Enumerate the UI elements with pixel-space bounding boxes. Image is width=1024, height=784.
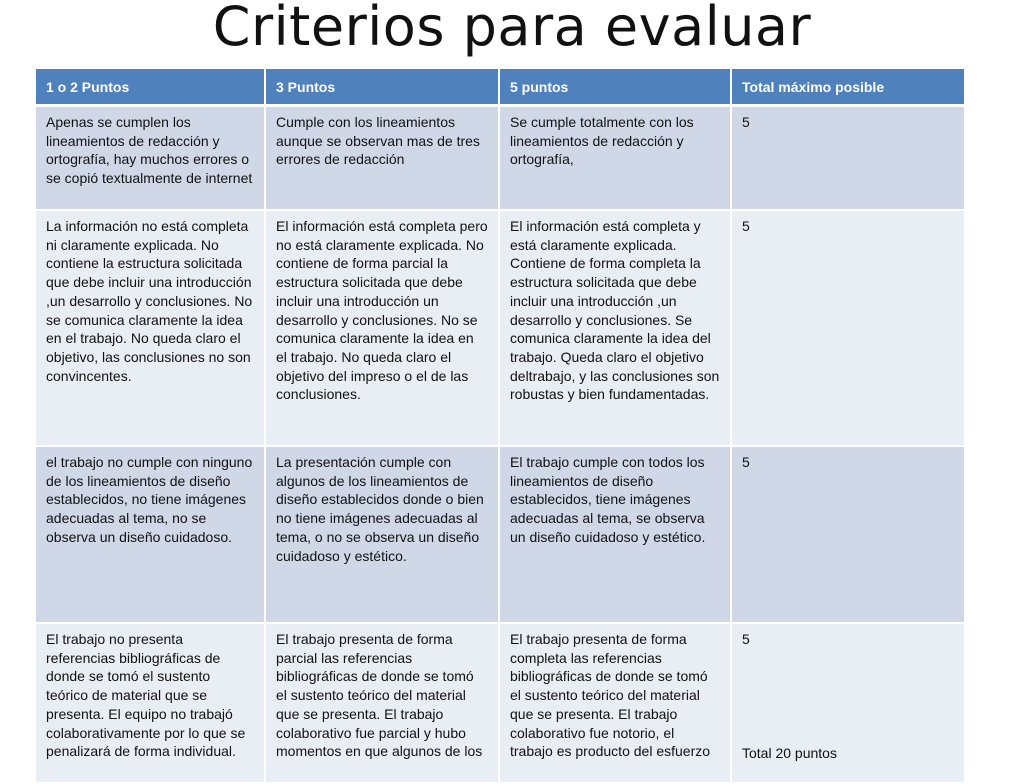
header-5-points: 5 puntos (500, 69, 732, 107)
cell-low (36, 107, 266, 211)
cell-total (732, 211, 964, 447)
cell-text: El trabajo presenta de forma completa las referencias bibliográficas de donde se tomó el sustento teórico del material que se presenta. El trabajo colaborativo fue notorio, el trabajo es producto del esfuerzo (510, 631, 711, 760)
total-points-note: Total 20 puntos (742, 744, 837, 761)
rubric-table (36, 69, 964, 784)
cell-mid (266, 624, 500, 784)
header-3-points: 3 Puntos (266, 69, 500, 107)
cell-text: 5 (742, 454, 750, 470)
table-row-referencias (36, 624, 964, 784)
cell-total (732, 624, 964, 784)
cell-high (500, 624, 732, 784)
cell-text: El trabajo presenta de forma parcial las referencias bibliográficas de donde se tomó el sustento teórico del material que se presenta. El trabajo colaborativo fue parcial y hubo momentos en que algunos de los (276, 631, 483, 760)
cell-text: La información no está completa ni claramente explicada. No contiene la estructura solicitada que debe incluir una introducción ,un desarrollo y conclusiones. No se comunica claramente la idea en el trabajo. No queda claro el objetivo, las conclusiones no son convincentes. (46, 218, 253, 384)
cell-text: Apenas se cumplen los lineamientos de redacción y ortografía, hay muchos errores o se copió textualmente de internet (46, 114, 253, 187)
cell-text: La presentación cumple con algunos de los lineamientos de diseño establecidos donde o bien no tiene imágenes adecuadas al tema, o no se observa un diseño cuidadoso y estético. (276, 454, 484, 564)
cell-text: Se cumple totalmente con los lineamientos de redacción y ortografía, (510, 114, 694, 168)
cell-text: 5 (742, 218, 750, 234)
cell-high (500, 211, 732, 447)
cell-text: 5 (742, 114, 750, 130)
cell-text: 5 (742, 631, 750, 647)
table-row-diseno (36, 447, 964, 624)
header-row (36, 69, 964, 107)
cell-text: El trabajo no presenta referencias bibliográficas de donde se tomó el sustento teórico de material que se presenta. El equipo no trabajó colaborativamente por lo que se penalizará de forma individual. (46, 631, 246, 760)
cell-mid (266, 211, 500, 447)
table-row-informacion (36, 211, 964, 447)
cell-mid (266, 447, 500, 624)
cell-low (36, 211, 266, 447)
header-1-2-points: 1 o 2 Puntos (36, 69, 266, 107)
cell-low (36, 447, 266, 624)
cell-high (500, 107, 732, 211)
table-row-redaccion (36, 107, 964, 211)
cell-high (500, 447, 732, 624)
cell-text: El información está completa y está claramente explicada. Contiene de forma completa la estructura solicitada que debe incluir una introducción ,un desarrollo y conclusiones. Se comunica claramente la idea del trabajo. Queda claro el objetivo deltrabajo, y las conclusiones son robustas y bien fundamentadas. (510, 218, 720, 403)
cell-mid (266, 107, 500, 211)
header-max-total: Total máximo posible (732, 69, 964, 107)
cell-total (732, 447, 964, 624)
cell-total (732, 107, 964, 211)
cell-text: El trabajo cumple con todos los lineamientos de diseño establecidos, tiene imágenes adecuadas al tema, se observa un diseño cuidadoso y estético. (510, 454, 706, 545)
cell-text: El información está completa pero no está claramente explicada. No contiene de forma parcial la estructura solicitada que debe incluir una introducción un desarrollo y conclusiones. No se comunica claramente la idea en el trabajo. No queda claro el objetivo del impreso o el de las conclusiones. (276, 218, 488, 403)
slide-title: Criterios para evaluar (212, 0, 812, 58)
cell-text: Cumple con los lineamientos aunque se observan mas de tres errores de redacción (276, 114, 480, 168)
cell-low (36, 624, 266, 784)
cell-text: el trabajo no cumple con ninguno de los lineamientos de diseño establecidos, no tiene imágenes adecuadas al tema, no se observa un diseño cuidadoso. (46, 454, 253, 545)
